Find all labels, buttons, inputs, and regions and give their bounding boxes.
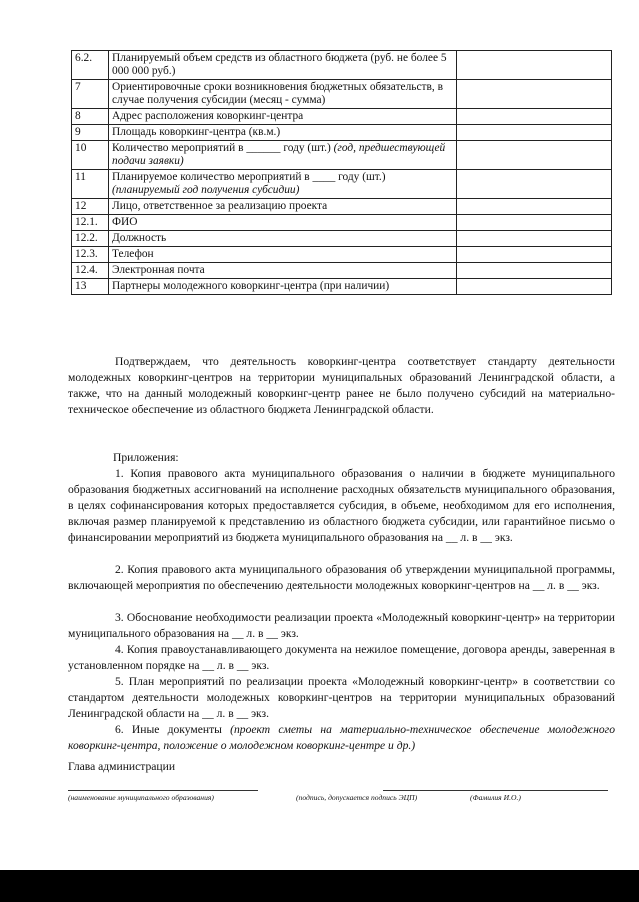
row-description <box>109 231 457 247</box>
attachment-item: 4. Копия правоустанавливающего документа на нежилое помещение, договора аренды, заверенная в установленном порядке на __ л. в __ экз. <box>68 643 615 672</box>
row-value-field[interactable] <box>457 215 612 231</box>
attachment-item <box>68 722 615 754</box>
row-description <box>109 263 457 279</box>
caption-name: (Фамилия И.О.) <box>470 793 521 802</box>
table-row <box>72 199 612 215</box>
row-description-text: Планируемый объем средств из областного бюджета (руб. не более 5 000 000 руб.) <box>112 52 447 77</box>
row-description <box>109 141 457 170</box>
row-number: 12.3. <box>72 247 109 263</box>
row-description-text: Должность <box>112 232 167 244</box>
row-number: 13 <box>72 279 109 295</box>
row-value-field[interactable] <box>457 199 612 215</box>
attachment-item: 3. Обоснование необходимости реализации проекта «Молодежный коворкинг-центр» на территории муниципального образования на __ л. в __ экз. <box>68 611 615 640</box>
table-row <box>72 247 612 263</box>
row-value-field[interactable] <box>457 247 612 263</box>
row-description <box>109 215 457 231</box>
table-row <box>72 279 612 295</box>
row-number: 11 <box>72 170 109 199</box>
table-row <box>72 109 612 125</box>
table-row <box>72 141 612 170</box>
row-description-text: Планируемое количество мероприятий в ____ году (шт.) <box>112 171 386 183</box>
row-number: 9 <box>72 125 109 141</box>
attachment-item-note: (проект сметы на материально-техническое обеспечение молодежного коворкинг-центра, положение о молодежном коворкинг-центре и др.) <box>68 723 615 752</box>
row-value-field[interactable] <box>457 141 612 170</box>
row-description-text: Адрес расположения коворкинг-центра <box>112 110 304 122</box>
row-number: 12.4. <box>72 263 109 279</box>
row-description-text: Партнеры молодежного коворкинг-центра (при наличии) <box>112 280 390 292</box>
row-value-field[interactable] <box>457 109 612 125</box>
attachment-item: 1. Копия правового акта муниципального образования о наличии в бюджете муниципального образования бюджетных ассигнований на исполнение расходных обязательств муниципального образования, в целях софинансирования которых предоставляется субсидия, в объеме, необходимом для его исполнения, включая размер планируемой к представлению из областного бюджета субсидии, или гарантийное письмо о финансировании мероприятий из бюджета муниципального образования на __ л. в __ экз. <box>68 467 615 544</box>
confirmation-paragraph: Подтверждаем, что деятельность коворкинг-центра соответствует стандарту деятельности молодежных коворкинг-центров на территории муниципальных образований Ленинградской области, а также, что на данный молодежный коворкинг-центр ранее не было получено субсидий на материально-техническое обеспечение из областного бюджета Ленинградской области. <box>68 355 615 416</box>
application-table <box>71 50 612 295</box>
table-row <box>72 170 612 199</box>
row-description <box>109 51 457 80</box>
row-number: 8 <box>72 109 109 125</box>
row-description-text: Телефон <box>112 248 154 260</box>
attachment-item-text: 6. Иные документы <box>115 723 231 736</box>
row-description <box>109 125 457 141</box>
row-value-field[interactable] <box>457 51 612 80</box>
row-description-text: ФИО <box>112 216 138 228</box>
row-description-text: Площадь коворкинг-центра (кв.м.) <box>112 126 281 138</box>
caption-sign: (подпись, допускается подпись ЭЦП) <box>296 793 418 802</box>
row-description-note: (планируемый год получения субсидии) <box>112 184 300 196</box>
row-value-field[interactable] <box>457 231 612 247</box>
row-description <box>109 170 457 199</box>
caption-org: (наименование муниципального образования) <box>68 793 214 802</box>
table-row <box>72 263 612 279</box>
row-number: 7 <box>72 80 109 109</box>
row-number: 6.2. <box>72 51 109 80</box>
row-description <box>109 279 457 295</box>
row-value-field[interactable] <box>457 80 612 109</box>
row-value-field[interactable] <box>457 263 612 279</box>
table-row <box>72 215 612 231</box>
row-description-text: Электронная почта <box>112 264 205 276</box>
table-row <box>72 231 612 247</box>
table-row <box>72 125 612 141</box>
scan-bottom-bar <box>0 870 639 902</box>
row-description-text: Количество мероприятий в ______ году (шт.) <box>112 142 334 154</box>
attachment-item: 5. План мероприятий по реализации проекта «Молодежный коворкинг-центр» в соответствии со стандартом деятельности молодежных коворкинг-центров на территории муниципальных образований Ленинградской области на __ л. в __ экз. <box>68 675 615 720</box>
row-description <box>109 109 457 125</box>
name-signature-line <box>383 790 608 791</box>
row-description <box>109 247 457 263</box>
org-signature-line <box>68 790 258 791</box>
row-description-text: Ориентировочные сроки возникновения бюджетных обязательств, в случае получения субсидии (месяц - сумма) <box>112 81 443 106</box>
row-value-field[interactable] <box>457 125 612 141</box>
row-value-field[interactable] <box>457 279 612 295</box>
attachment-item: 2. Копия правового акта муниципального образования об утверждении муниципальной программы, включающей мероприятия по обеспечению деятельности молодежных коворкинг-центров на __ л. в __ экз. <box>68 563 615 592</box>
row-number: 10 <box>72 141 109 170</box>
row-number: 12.2. <box>72 231 109 247</box>
row-number: 12 <box>72 199 109 215</box>
row-description-note: (год, предшествующей подачи заявки) <box>112 142 446 167</box>
row-description <box>109 80 457 109</box>
row-description-text: Лицо, ответственное за реализацию проекта <box>112 200 328 212</box>
row-number: 12.1. <box>72 215 109 231</box>
row-description <box>109 199 457 215</box>
table-row <box>72 51 612 80</box>
row-value-field[interactable] <box>457 170 612 199</box>
attachments-heading: Приложения: <box>113 451 179 464</box>
signature-title: Глава администрации <box>68 760 176 773</box>
table-row <box>72 80 612 109</box>
